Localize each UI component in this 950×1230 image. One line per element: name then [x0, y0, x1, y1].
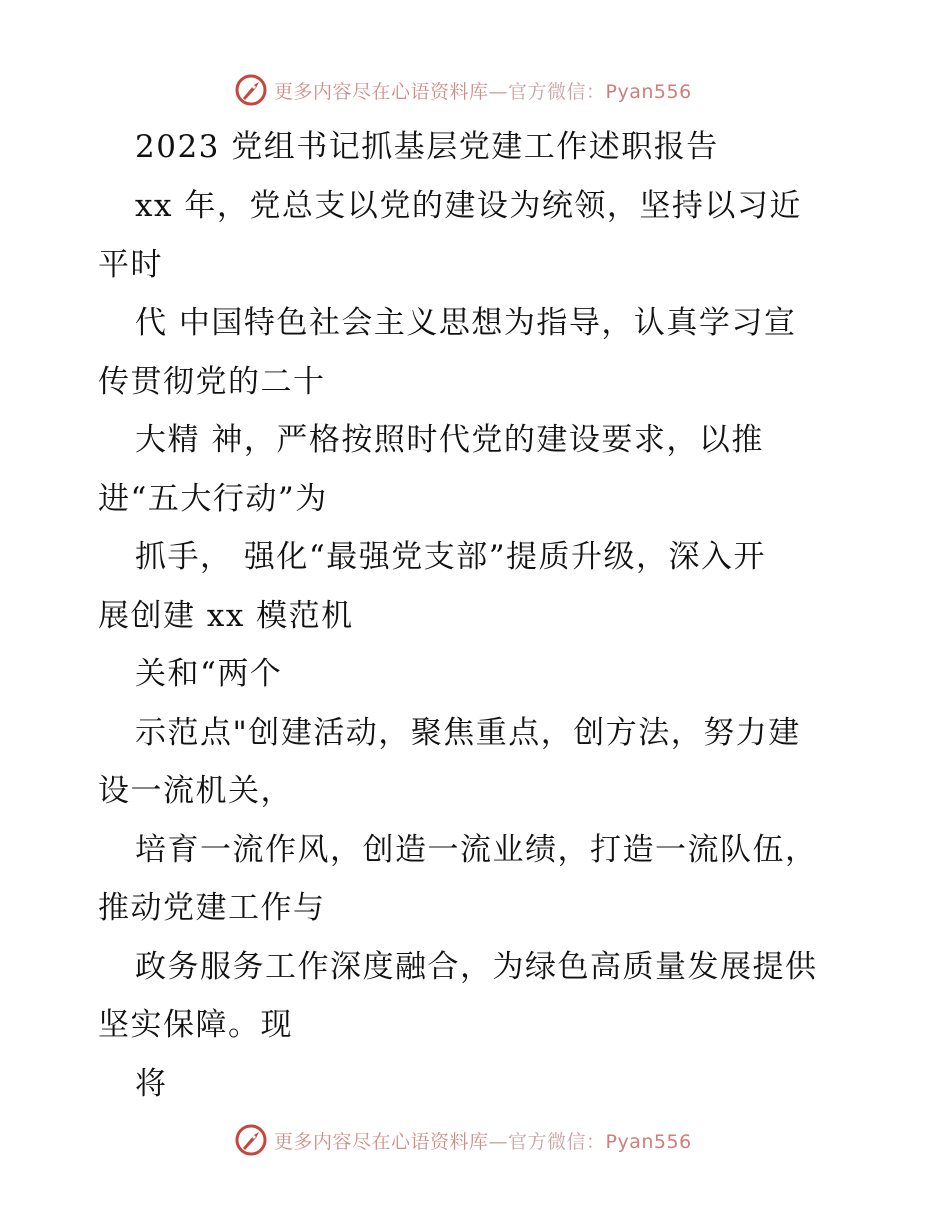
- footer-watermark-banner: [234, 1122, 692, 1158]
- paragraph-line: 政务服务工作深度融合，为绿色高质量发展提供: [135, 949, 818, 985]
- paragraph-line: 传贯彻党的二十: [98, 364, 326, 400]
- paragraph-line: 平时: [98, 247, 163, 283]
- paragraph-line: 抓手， 强化“最强党支部”提质升级，深入开: [135, 539, 767, 575]
- paragraph-line: 培育一流作风，创造一流业绩，打造一流队伍，: [135, 832, 818, 868]
- banner-text: 更多内容尽在心语资料库—官方微信：Pyan556: [274, 1130, 692, 1153]
- paragraph-line: 推动党建工作与: [98, 890, 326, 926]
- paragraph-line: xx 年，党总支以党的建设为统领，坚持以习近: [135, 188, 802, 224]
- paragraph-line: 坚实保障。现: [98, 1007, 293, 1043]
- paragraph-line: 关和“两个: [135, 656, 283, 692]
- paragraph-line: 展创建 xx 模范机: [98, 598, 354, 634]
- paragraph-line: 代 中国特色社会主义思想为指导，认真学习宣: [135, 305, 797, 341]
- paragraph-line: 大精 神，严格按照时代党的建设要求，以推: [135, 422, 764, 458]
- document-title: 2023 党组书记抓基层党建工作述职报告: [135, 129, 719, 165]
- pen-nib-logo-icon: [234, 73, 268, 107]
- pen-nib-logo-icon: [234, 1123, 268, 1157]
- paragraph-line: 将: [135, 1066, 168, 1102]
- banner-text: 更多内容尽在心语资料库—官方微信：Pyan556: [274, 80, 692, 103]
- paragraph-line: 示范点"创建活动，聚焦重点，创方法，努力建: [135, 715, 801, 751]
- paragraph-line: 进“五大行动”为: [98, 481, 328, 517]
- header-watermark-banner: [234, 72, 692, 108]
- paragraph-line: 设一流机关，: [98, 773, 293, 809]
